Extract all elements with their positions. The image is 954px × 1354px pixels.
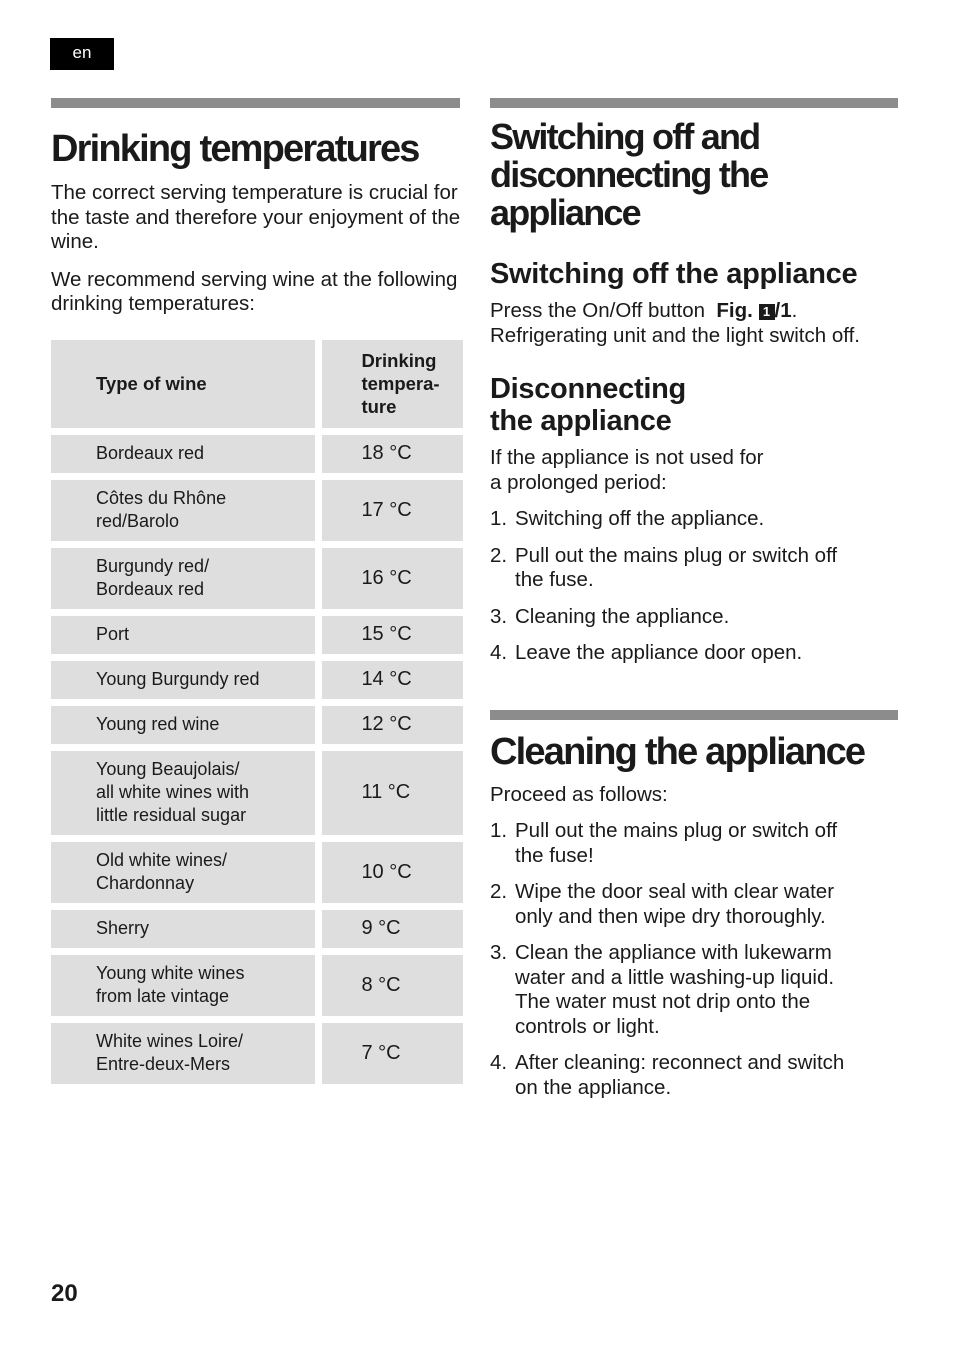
list-item-text: After cleaning: reconnect and switch [515, 1051, 845, 1074]
temperature-cell: 12 °C [322, 706, 463, 744]
table-row [51, 1023, 463, 1084]
temperature-cell: 8 °C [322, 955, 463, 1016]
disconnecting-heading [490, 373, 898, 437]
wine-type-line: little residual sugar [96, 805, 247, 825]
table-row [51, 706, 463, 744]
table-row [51, 548, 463, 609]
disconnect-intro [490, 446, 898, 495]
section-divider [51, 98, 460, 108]
list-item-text: Cleaning the appliance. [515, 604, 730, 628]
table-row [51, 616, 463, 654]
list-item [490, 641, 898, 666]
list-item-text: the fuse! [515, 843, 594, 867]
temperature-cell: 9 °C [322, 910, 463, 948]
wine-type-line: all white wines with [96, 782, 250, 802]
switch-off-instructions: Press the On/Off button Fig. 1 /1. Refrigerating unit and the light switch off. [490, 299, 860, 347]
list-item-text: Wipe the door seal with clear water [515, 880, 835, 903]
header-drinking-temperature [322, 340, 463, 428]
wine-type-cell [51, 480, 322, 541]
wine-type-line: Young Beaujolais/ [96, 759, 240, 779]
list-item [490, 605, 898, 630]
section-divider [490, 710, 898, 720]
temperature-cell: 17 °C [322, 480, 463, 541]
list-item [490, 544, 898, 593]
wine-type-line: Bordeaux red [96, 579, 205, 599]
wine-type-cell [51, 955, 322, 1016]
wine-type-line: Chardonnay [96, 873, 195, 893]
section-divider [490, 98, 898, 108]
left-column [51, 98, 463, 1091]
intro-paragraph: The correct serving temperature is crucial for the taste and therefore your enjoyment of the wine. [51, 181, 461, 253]
drinking-temperatures-title: Drinking temperatures [51, 128, 419, 170]
cleaning-title: Cleaning the appliance [490, 730, 865, 773]
wine-type-cell [51, 1023, 322, 1084]
list-item-text: Pull out the mains plug or switch off [515, 543, 838, 567]
instruction-text: Press the On/Off button [490, 299, 705, 322]
wine-type-line: Bordeaux red [96, 443, 205, 463]
list-item [490, 507, 898, 532]
figure-label: Fig. [716, 299, 753, 322]
list-item-number: 2. [490, 880, 508, 903]
temperature-cell: 18 °C [322, 435, 463, 473]
list-item [490, 1051, 898, 1100]
wine-type-line: from late vintage [96, 986, 230, 1006]
list-item-number: 1. [490, 819, 508, 842]
table-row [51, 480, 463, 541]
list-item-number: 4. [490, 641, 508, 664]
heading-line: Disconnecting [490, 373, 686, 405]
wine-type-line: Côtes du Rhône [96, 488, 227, 508]
wine-type-cell [51, 706, 322, 744]
list-item-text: the fuse. [515, 568, 594, 591]
instruction-result: Refrigerating unit and the light switch off. [490, 323, 860, 347]
wine-type-line: Port [96, 624, 130, 644]
list-item-text: on the appliance. [515, 1075, 672, 1099]
list-item-number: 2. [490, 543, 508, 567]
title-line: Switching off and [490, 116, 760, 157]
cleaning-intro: Proceed as follows: [490, 782, 668, 806]
figure-number-badge: 1 [759, 304, 775, 320]
list-item-number: 3. [490, 941, 508, 964]
temperature-cell: 15 °C [322, 616, 463, 654]
table-row [51, 910, 463, 948]
right-column [490, 98, 898, 1100]
figure-suffix: /1 [774, 299, 792, 322]
list-item-number: 4. [490, 1051, 508, 1074]
wine-temperature-table [51, 333, 463, 1091]
list-item-text: only and then wipe dry thoroughly. [515, 904, 826, 928]
disconnect-steps-list [490, 507, 898, 666]
wine-type-line: Entre-deux-Mers [96, 1054, 231, 1074]
temperature-cell: 16 °C [322, 548, 463, 609]
wine-type-line: Sherry [96, 918, 150, 938]
wine-type-line: White wines Loire/ [96, 1031, 244, 1051]
wine-type-cell [51, 548, 322, 609]
list-item [490, 880, 898, 929]
wine-type-cell [51, 616, 322, 654]
switching-off-heading: Switching off the appliance [490, 258, 858, 290]
list-item-text: controls or light. [515, 1014, 660, 1038]
table-row [51, 435, 463, 473]
table-row [51, 955, 463, 1016]
list-item-number: 1. [490, 507, 508, 530]
wine-type-cell [51, 751, 322, 835]
table-row [51, 751, 463, 835]
table-row [51, 842, 463, 903]
table-row [51, 661, 463, 699]
recommend-paragraph: We recommend serving wine at the following drinking temperatures: [51, 267, 458, 315]
wine-type-cell [51, 842, 322, 903]
table-header-row [51, 340, 463, 428]
list-item-text: water and a little washing-up liquid. [515, 965, 835, 989]
wine-type-cell [51, 661, 322, 699]
wine-type-line: red/Barolo [96, 511, 180, 531]
wine-type-line: Young Burgundy red [96, 669, 260, 689]
list-item-text: Leave the appliance door open. [515, 641, 803, 664]
temperature-cell: 10 °C [322, 842, 463, 903]
list-item [490, 941, 898, 1039]
header-line: tempera- [361, 373, 440, 394]
header-line: Drinking [361, 350, 437, 371]
wine-type-cell [51, 910, 322, 948]
intro-line: If the appliance is not used for [490, 446, 764, 469]
header-type-of-wine: Type of wine [51, 340, 322, 428]
wine-type-cell [51, 435, 322, 473]
switching-off-title [490, 118, 898, 232]
temperature-cell: 14 °C [322, 661, 463, 699]
header-line: ture [361, 396, 397, 417]
wine-type-line: Young white wines [96, 963, 245, 983]
language-tag: en [50, 38, 114, 70]
temperature-cell: 11 °C [322, 751, 463, 835]
list-item-text: Clean the appliance with lukewarm [515, 941, 832, 964]
wine-type-line: Old white wines/ [96, 850, 228, 870]
wine-type-line: Young red wine [96, 714, 220, 734]
heading-line: the appliance [490, 405, 672, 437]
temperature-cell: 7 °C [322, 1023, 463, 1084]
list-item-text: Switching off the appliance. [515, 507, 765, 530]
intro-line: a prolonged period: [490, 470, 667, 494]
list-item [490, 819, 898, 868]
title-line: appliance [490, 192, 640, 233]
title-line: disconnecting the [490, 154, 768, 195]
figure-reference [716, 299, 791, 322]
cleaning-steps-list [490, 819, 898, 1100]
list-item-number: 3. [490, 604, 508, 628]
list-item-text: The water must not drip onto the [515, 990, 811, 1013]
page-number: 20 [51, 1280, 78, 1307]
wine-type-line: Burgundy red/ [96, 556, 210, 576]
list-item-text: Pull out the mains plug or switch off [515, 819, 838, 842]
